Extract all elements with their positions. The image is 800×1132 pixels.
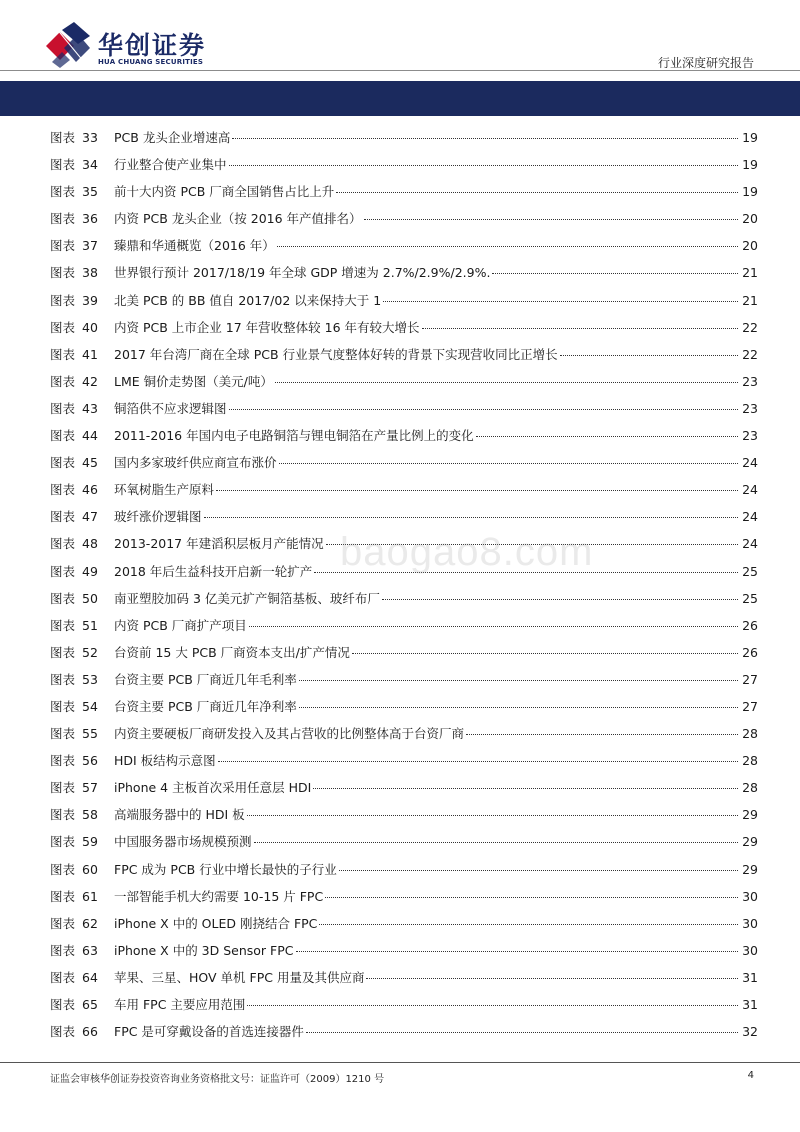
toc-entry-prefix: 图表 [50,807,76,823]
toc-dot-leader [492,273,738,274]
toc-entry-page: 28 [742,726,758,742]
toc-entry-title[interactable]: 苹果、三星、HOV 单机 FPC 用量及其供应商 [114,969,365,985]
toc-dot-leader [218,761,738,762]
toc-entry[interactable] [50,801,758,828]
toc-entry-prefix: 图表 [50,428,76,444]
toc-entry-title[interactable]: 内资主要硬板厂商研发投入及其占营收的比例整体高于台资厂商 [114,726,465,742]
toc-dot-leader [466,734,738,735]
toc-dot-leader [319,924,738,925]
toc-entry-title[interactable]: iPhone 4 主板首次采用任意层 HDI [114,780,312,796]
toc-entry[interactable] [50,341,758,368]
toc-entry[interactable] [50,449,758,476]
page-header [0,0,800,120]
toc-entry-prefix: 图表 [50,861,76,877]
toc-entry-prefix: 图表 [50,184,76,200]
toc-entry-number: 47 [82,509,98,525]
toc-dot-leader [299,680,738,681]
toc-entry-number: 57 [82,780,98,796]
toc-dot-leader [326,544,738,545]
toc-entry-title[interactable]: 环氧树脂生产原料 [114,482,215,498]
logo-english-text: HUA CHUANG SECURITIES [98,58,204,66]
toc-entry-number: 40 [82,319,98,335]
toc-entry-number: 48 [82,536,98,552]
toc-entry-page: 26 [742,644,758,660]
toc-entry-page: 30 [742,888,758,904]
toc-entry-title[interactable]: PCB 龙头企业增速高 [114,130,231,145]
toc-dot-leader [204,517,738,518]
toc-entry-prefix: 图表 [50,265,76,281]
toc-entry-number: 60 [82,861,98,877]
toc-entry-prefix: 图表 [50,942,76,958]
toc-entry-title[interactable]: 国内多家玻纤供应商宣布涨价 [114,455,277,471]
toc-dot-leader [325,897,738,898]
toc-entry-page: 29 [742,807,758,823]
toc-entry-prefix: 图表 [50,509,76,525]
toc-entry[interactable] [50,693,758,720]
toc-entry[interactable] [50,476,758,503]
toc-entry-prefix: 图表 [50,346,76,362]
toc-entry-number: 51 [82,617,98,633]
toc-entry-page: 20 [742,238,758,254]
toc-entry-number: 39 [82,292,98,308]
toc-entry[interactable] [50,558,758,585]
toc-entry-page: 19 [742,130,758,145]
toc-dot-leader [422,328,739,329]
watermark: baogao8.com [340,530,594,574]
toc-entry[interactable] [50,856,758,883]
toc-entry-prefix: 图表 [50,238,76,254]
toc-entry-number: 46 [82,482,98,498]
toc-entry-title[interactable]: 一部智能手机大约需要 10-15 片 FPC [114,888,324,904]
toc-entry-number: 34 [82,157,98,173]
toc-entry[interactable] [50,828,758,855]
toc-entry[interactable] [50,720,758,747]
toc-entry-number: 58 [82,807,98,823]
toc-entry[interactable] [50,612,758,639]
page-number: 4 [747,1070,754,1081]
toc-entry-title[interactable]: 中国服务器市场规模预测 [114,834,252,850]
toc-dot-leader [232,138,738,139]
toc-entry-number: 38 [82,265,98,281]
toc-dot-leader [229,165,738,166]
toc-entry-prefix: 图表 [50,211,76,227]
toc-entry-page: 30 [742,942,758,958]
toc-entry[interactable] [50,747,758,774]
toc-entry-number: 62 [82,915,98,931]
toc-entry-prefix: 图表 [50,644,76,660]
toc-entry-number: 64 [82,969,98,985]
toc-entry-number: 59 [82,834,98,850]
toc-entry-page: 23 [742,373,758,389]
toc-dot-leader [247,1005,738,1006]
toc-entry-prefix: 图表 [50,400,76,416]
toc-entry-title[interactable]: 2013-2017 年建滔积层板月产能情况 [114,536,324,552]
toc-entry-page: 24 [742,482,758,498]
toc-entry-number: 36 [82,211,98,227]
toc-entry-title[interactable]: 台资主要 PCB 厂商近几年毛利率 [114,671,297,687]
toc-entry[interactable] [50,937,758,964]
toc-entry-prefix: 图表 [50,563,76,579]
toc-entry-page: 24 [742,509,758,525]
toc-entry-prefix: 图表 [50,130,76,145]
toc-entry-page: 24 [742,455,758,471]
toc-entry-prefix: 图表 [50,319,76,335]
toc-entry-prefix: 图表 [50,617,76,633]
toc-entry-prefix: 图表 [50,915,76,931]
toc-entry-number: 50 [82,590,98,606]
toc-entry-page: 25 [742,563,758,579]
toc-dot-leader [383,301,738,302]
toc-entry-page: 21 [742,292,758,308]
toc-entry-title[interactable]: 2011-2016 年国内电子电路铜箔与锂电铜箔在产量比例上的变化 [114,428,474,444]
toc-entry-title[interactable]: LME 铜价走势图（美元/吨） [114,373,273,389]
header-divider [0,70,800,71]
company-logo [40,20,220,70]
toc-dot-leader [313,788,738,789]
toc-entry-number: 49 [82,563,98,579]
toc-entry-page: 26 [742,617,758,633]
toc-dot-leader [249,626,738,627]
toc-entry-prefix: 图表 [50,1024,76,1040]
toc-entry-number: 66 [82,1024,98,1040]
toc-entry-number: 63 [82,942,98,958]
footer-license-text: 证监会审核华创证券投资咨询业务资格批文号：证监许可（2009）1210 号 [50,1074,385,1085]
toc-dot-leader [364,219,738,220]
toc-entry-number: 41 [82,346,98,362]
toc-dot-leader [306,1032,738,1033]
toc-entry[interactable] [50,259,758,286]
toc-entry-page: 23 [742,428,758,444]
toc-dot-leader [247,815,738,816]
toc-entry-prefix: 图表 [50,455,76,471]
toc-entry-number: 53 [82,671,98,687]
toc-entry-page: 23 [742,400,758,416]
toc-entry-page: 20 [742,211,758,227]
figure-table-of-contents [50,124,758,1045]
toc-entry-title[interactable]: FPC 成为 PCB 行业中增长最快的子行业 [114,861,337,877]
toc-entry-page: 25 [742,590,758,606]
toc-entry[interactable] [50,368,758,395]
toc-entry-prefix: 图表 [50,698,76,714]
toc-dot-leader [560,355,738,356]
toc-entry-prefix: 图表 [50,157,76,173]
toc-entry-title[interactable]: iPhone X 中的 OLED 刚挠结合 FPC [114,915,318,931]
toc-entry[interactable] [50,503,758,530]
toc-entry-title[interactable]: 高端服务器中的 HDI 板 [114,807,245,823]
toc-entry-page: 30 [742,915,758,931]
toc-entry[interactable] [50,883,758,910]
toc-entry-title[interactable]: FPC 是可穿戴设备的首选连接器件 [114,1024,304,1040]
toc-entry-number: 52 [82,644,98,660]
toc-entry-title[interactable]: 南亚塑胶加码 3 亿美元扩产铜箔基板、玻纤布厂 [114,590,380,606]
toc-entry[interactable] [50,314,758,341]
toc-entry-page: 31 [742,969,758,985]
toc-dot-leader [366,978,738,979]
toc-entry-page: 28 [742,753,758,769]
toc-dot-leader [476,436,738,437]
toc-dot-leader [339,870,738,871]
toc-entry-title[interactable]: 台资前 15 大 PCB 厂商资本支出/扩产情况 [114,644,350,660]
toc-entry-number: 35 [82,184,98,200]
toc-entry-page: 19 [742,184,758,200]
logo-chinese-text: 华创证券 [98,31,207,60]
toc-entry-number: 33 [82,130,98,145]
toc-entry[interactable] [50,287,758,314]
toc-dot-leader [254,842,738,843]
toc-entry-title[interactable]: 铜箔供不应求逻辑图 [114,400,227,416]
toc-dot-leader [314,572,738,573]
toc-entry-title[interactable]: 2017 年台湾厂商在全球 PCB 行业景气度整体好转的背景下实现营收同比正增长 [114,346,558,362]
toc-dot-leader [296,951,738,952]
toc-entry[interactable] [50,910,758,937]
toc-entry[interactable] [50,151,758,178]
toc-entry-title[interactable]: 2018 年后生益科技开启新一轮扩产 [114,563,313,579]
toc-entry-number: 55 [82,726,98,742]
toc-entry-title[interactable]: 世界银行预计 2017/18/19 年全球 GDP 增速为 2.7%/2.9%/2.9%. [114,265,491,281]
toc-dot-leader [275,382,738,383]
toc-entry-page: 27 [742,671,758,687]
toc-entry-title[interactable]: iPhone X 中的 3D Sensor FPC [114,942,294,958]
toc-entry[interactable] [50,991,758,1018]
toc-entry-title[interactable]: 内资 PCB 厂商扩产项目 [114,617,247,633]
toc-entry-title[interactable]: 车用 FPC 主要应用范围 [114,997,246,1012]
toc-entry-page: 22 [742,319,758,335]
toc-entry-number: 61 [82,888,98,904]
toc-entry-page: 19 [742,157,758,173]
toc-entry-page: 31 [742,997,758,1012]
toc-entry-prefix: 图表 [50,997,76,1012]
toc-entry-title[interactable]: HDI 板结构示意图 [114,753,216,769]
toc-dot-leader [352,653,738,654]
toc-entry-number: 54 [82,698,98,714]
toc-entry-prefix: 图表 [50,292,76,308]
toc-entry-prefix: 图表 [50,726,76,742]
toc-entry[interactable] [50,232,758,259]
toc-entry-page: 27 [742,698,758,714]
toc-entry-page: 32 [742,1024,758,1040]
toc-entry-title[interactable]: 前十大内资 PCB 厂商全国销售占比上升 [114,184,335,200]
toc-entry-number: 45 [82,455,98,471]
toc-entry-prefix: 图表 [50,969,76,985]
toc-entry[interactable] [50,1018,758,1045]
toc-entry[interactable] [50,666,758,693]
toc-dot-leader [277,246,738,247]
toc-entry-number: 44 [82,428,98,444]
footer-divider [0,1062,800,1063]
toc-entry[interactable] [50,639,758,666]
toc-entry[interactable] [50,205,758,232]
toc-entry[interactable] [50,585,758,612]
toc-entry-page: 22 [742,346,758,362]
toc-entry-title[interactable]: 行业整合使产业集中 [114,157,227,173]
toc-entry-prefix: 图表 [50,834,76,850]
toc-entry[interactable] [50,774,758,801]
toc-entry-prefix: 图表 [50,536,76,552]
toc-entry[interactable] [50,530,758,557]
toc-entry-number: 43 [82,400,98,416]
toc-entry-prefix: 图表 [50,671,76,687]
toc-entry-page: 29 [742,861,758,877]
toc-entry-page: 21 [742,265,758,281]
toc-entry-prefix: 图表 [50,373,76,389]
report-type-label: 行业深度研究报告 [657,56,754,70]
toc-dot-leader [229,409,738,410]
toc-entry-title[interactable]: 内资 PCB 龙头企业（按 2016 年产值排名） [114,211,362,227]
toc-entry-prefix: 图表 [50,753,76,769]
toc-entry-title[interactable]: 北美 PCB 的 BB 值自 2017/02 以来保持大于 1 [114,292,382,308]
toc-entry-prefix: 图表 [50,888,76,904]
toc-entry-prefix: 图表 [50,482,76,498]
toc-entry-number: 37 [82,238,98,254]
toc-entry-number: 56 [82,753,98,769]
toc-dot-leader [382,599,738,600]
toc-entry-prefix: 图表 [50,590,76,606]
header-band [0,81,800,116]
toc-entry-title[interactable]: 玻纤涨价逻辑图 [114,509,202,525]
logo-mark-icon [44,22,92,68]
toc-entry-page: 28 [742,780,758,796]
toc-dot-leader [279,463,738,464]
toc-dot-leader [216,490,738,491]
toc-entry-page: 24 [742,536,758,552]
toc-entry-number: 65 [82,997,98,1012]
toc-entry[interactable] [50,395,758,422]
toc-entry[interactable] [50,178,758,205]
toc-entry-title[interactable]: 台资主要 PCB 厂商近几年净利率 [114,698,297,714]
toc-entry[interactable] [50,422,758,449]
toc-entry-title[interactable]: 内资 PCB 上市企业 17 年营收整体较 16 年有较大增长 [114,319,420,335]
toc-entry-number: 42 [82,373,98,389]
toc-entry-page: 29 [742,834,758,850]
toc-entry-prefix: 图表 [50,780,76,796]
toc-entry[interactable] [50,964,758,991]
toc-entry[interactable] [50,124,758,151]
toc-entry-title[interactable]: 臻鼎和华通概览（2016 年） [114,238,275,254]
toc-dot-leader [336,192,738,193]
toc-dot-leader [299,707,738,708]
